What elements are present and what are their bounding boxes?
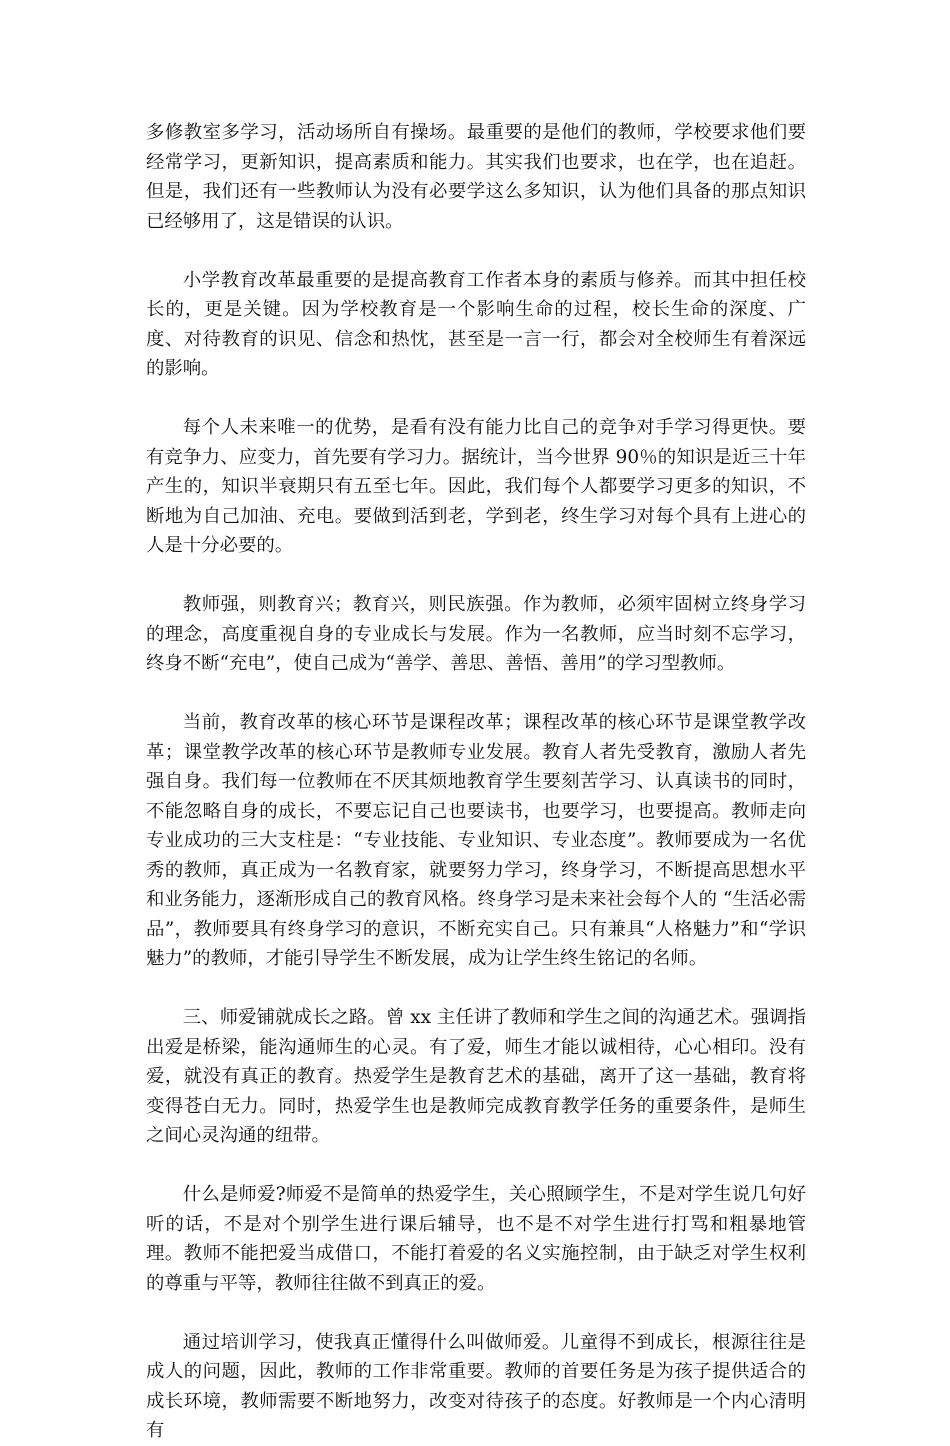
- paragraph-1: 多修教室多学习，活动场所自有操场。最重要的是他们的教师，学校要求他们要经常学习，更新知识，提高素质和能力。其实我们也要求，也在学，也在追赶。但是，我们还有一些教师认为没有必要学这么多知识，认为他们具备的那点知识已经够用了，这是错误的认识。: [146, 122, 806, 232]
- paragraph-8: 通过培训学习，使我真正懂得什么叫做师爱。儿童得不到成长，根源往往是成人的问题，因此，教师的工作非常重要。教师的首要任务是为孩子提供适合的成长环境，教师需要不断地努力，改变对待孩子的态度。好教师是一个内心清明有: [146, 1331, 806, 1441]
- paragraph-3: 每个人未来唯一的优势，是看有没有能力比自己的竞争对手学习得更快。要有竞争力、应变力，首先要有学习力。据统计，当今世界 90％的知识是近三十年产生的，知识半衰期只有五至七年。因此，我们每个人都要学习更多的知识，不断地为自己加油、充电。要做到活到老，学到老，终生学习对每个具有上进心的人是十分必要的。: [146, 417, 806, 556]
- document-page: [146, 118, 806, 1446]
- paragraph-6: 三、师爱铺就成长之路。曾 xx 主任讲了教师和学生之间的沟通艺术。强调指出爱是桥梁，能沟通师生的心灵。有了爱，师生才能以诚相待，心心相印。没有爱，就没有真正的教育。热爱学生是教育艺术的基础，离开了这一基础，教育将变得苍白无力。同时，热爱学生也是教师完成教育教学任务的重要条件，是师生之间心灵沟通的纽带。: [146, 1007, 806, 1146]
- paragraph-5: 当前，教育改革的核心环节是课程改革；课程改革的核心环节是课堂教学改革；课堂教学改革的核心环节是教师专业发展。教育人者先受教育，激励人者先强自身。我们每一位教师在不厌其烦地教育学生要刻苦学习、认真读书的同时，不能忽略自身的成长，不要忘记自己也要读书，也要学习，也要提高。教师走向专业成功的三大支柱是：“专业技能、专业知识、专业态度”。教师要成为一名优秀的教师，真正成为一名教育家，就要努力学习，终身学习，不断提高思想水平和业务能力，逐渐形成自己的教育风格。终身学习是未来社会每个人的 “生活必需品”，教师要具有终身学习的意识，不断充实自己。只有兼具“人格魅力”和“学识魅力”的教师，才能引导学生不断发展，成为让学生终生铭记的名师。: [146, 712, 806, 969]
- paragraph-2: 小学教育改革最重要的是提高教育工作者本身的素质与修养。而其中担任校长的，更是关键。因为学校教育是一个影响生命的过程，校长生命的深度、广度、对待教育的识见、信念和热忱，甚至是一言一行，都会对全校师生有着深远的影响。: [146, 269, 806, 379]
- paragraph-4: 教师强，则教育兴；教育兴，则民族强。作为教师，必须牢固树立终身学习的理念，高度重视自身的专业成长与发展。作为一名教师，应当时刻不忘学习，终身不断“充电”，使自己成为“善学、善思、善悟、善用”的学习型教师。: [146, 594, 806, 674]
- paragraph-7: 什么是师爱?师爱不是简单的热爱学生，关心照顾学生，不是对学生说几句好听的话，不是对个别学生进行课后辅导，也不是不对学生进行打骂和粗暴地管理。教师不能把爱当成借口，不能打着爱的名义实施控制，由于缺乏对学生权利的尊重与平等，教师往往做不到真正的爱。: [146, 1184, 806, 1294]
